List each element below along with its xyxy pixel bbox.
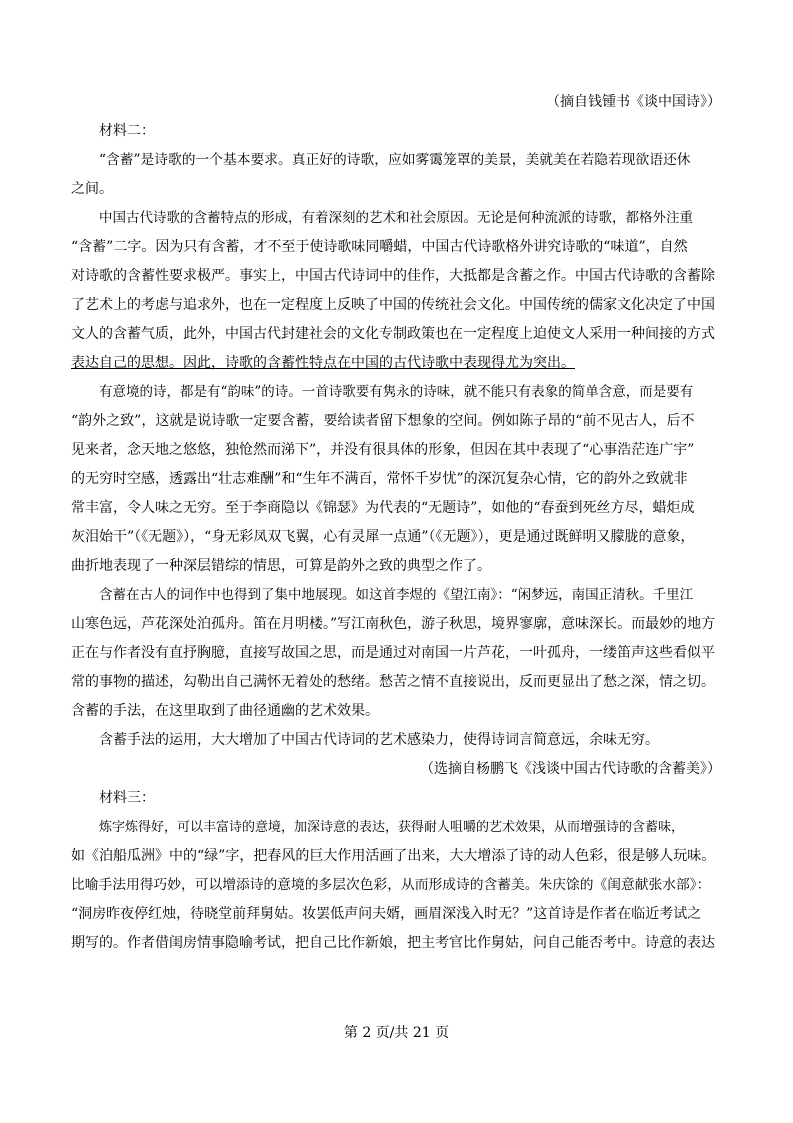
text-line: 常丰富，令人味之无穷。至于李商隐以《锦瑟》为代表的“无题诗”，如他的“春蚕到死丝方尽，蜡炬成 [71,500,695,516]
text-line: 有意境的诗，都是有“韵味”的诗。一首诗歌要有隽永的诗味，就不能只有表象的简单含意，而是要有 [99,384,694,400]
document-body [71,88,721,958]
text-line: 山寒色远，芦花深处泊孤舟。笛在月明楼。”写江南秋色，游子秋思，境界寥廓，意味深长。而最妙的地方 [71,616,716,632]
text-line: “含蓄”二字。因为只有含蓄，才不至于使诗歌味同嚼蜡，中国古代诗歌格外讲究诗歌的“味道”，自然 [71,239,688,255]
text-line: 灰泪始干”（《无题》），“身无彩凤双飞翼，心有灵犀一点通”（《无题》），更是通过既鲜明又朦胧的意象， [71,529,695,545]
text-line: 如《泊船瓜洲》中的“绿”字，把春风的巨大作用活画了出来，大大增添了诗的动人色彩，很是够人玩味。 [71,848,716,864]
text-line: 材料三： [99,790,155,806]
text-line: 含蓄手法的运用，大大增加了中国古代诗词的艺术感染力，使得诗词言简意远，余味无穷。 [99,732,659,748]
text-line: 含蓄在古人的词作中也得到了集中地展现。如这首李煜的《望江南》：“闲梦远，南国正清秋。千里江 [99,587,694,603]
text-line: 了艺术上的考虑与追求外，也在一定程度上反映了中国的传统社会文化。中国传统的儒家文化决定了中国 [71,297,715,313]
text-line: （摘自钱锺书《谈中国诗》） [546,94,721,110]
text-line: “洞房昨夜停红烛，待晓堂前拜舅姑。妆罢低声问夫婿，画眉深浅入时无？”这首诗是作者在临近考试之 [71,906,702,922]
text-line: “含蓄”是诗歌的一个基本要求。真正好的诗歌，应如雾霭笼罩的美景，美就美在若隐若现欲语还休 [99,152,691,168]
text-line: 常的事物的描述，勾勒出自己满怀无着处的愁绪。愁苦之情不直接说出，反而更显出了愁之深，情之切。 [71,674,715,690]
text-line: “韵外之致”，这就是说诗歌一定要含蓄，要给读者留下想象的空间。例如陈子昂的“前不见古人，后不 [71,413,695,429]
text-line: 之间。 [71,181,113,197]
text-line: 表达自己的思想。因此，诗歌的含蓄性特点在中国的古代诗歌中表现得尤为突出。 [71,355,575,371]
text-line: 见来者，念天地之悠悠，独怆然而涕下”，并没有很具体的形象，但因在其中表现了“心事浩茫连广宇” [71,442,695,458]
text-line: 的无穷时空感，透露出“壮志难酬”和“生年不满百，常怀千岁忧”的深沉复杂心情，它的韵外之致就非 [71,471,688,487]
text-line: 正在与作者没有直抒胸臆，直接写故国之思，而是通过对南国一片芦花，一叶孤舟，一缕笛声这些看似平 [71,645,715,661]
text-line: 期写的。作者借闺房情事隐喻考试，把自己比作新娘，把主考官比作舅姑，问自己能否考中。诗意的表达 [71,935,715,951]
text-line: 材料二： [99,123,155,139]
text-line: 含蓄的手法，在这里取到了曲径通幽的艺术效果。 [71,703,379,719]
text-line: 曲折地表现了一种深层错综的情思，可算是韵外之致的典型之作了。 [71,558,491,574]
text-line: 中国古代诗歌的含蓄特点的形成，有着深刻的艺术和社会原因。无论是何种流派的诗歌，都格外注重 [99,210,693,226]
text-line: 文人的含蓄气质，此外，中国古代封建社会的文化专制政策也在一定程度上迫使文人采用一种间接的方式 [71,326,715,342]
text-line: 比喻手法用得巧妙，可以增添诗的意境的多层次色彩，从而形成诗的含蓄美。朱庆馀的《闺意献张水部》： [71,877,711,893]
text-line: （选摘自杨鹏飞《浅谈中国古代诗歌的含蓄美》） [420,761,721,777]
text-line: 对诗歌的含蓄性要求极严。事实上，中国古代诗词中的佳作，大抵都是含蓄之作。中国古代诗歌的含蓄除 [71,268,715,284]
text-line: 炼字炼得好，可以丰富诗的意境，加深诗意的表达，获得耐人咀嚼的艺术效果，从而增强诗的含蓄味， [99,820,685,835]
page-footer: 第 2 页/共 21 页 [343,1025,450,1041]
